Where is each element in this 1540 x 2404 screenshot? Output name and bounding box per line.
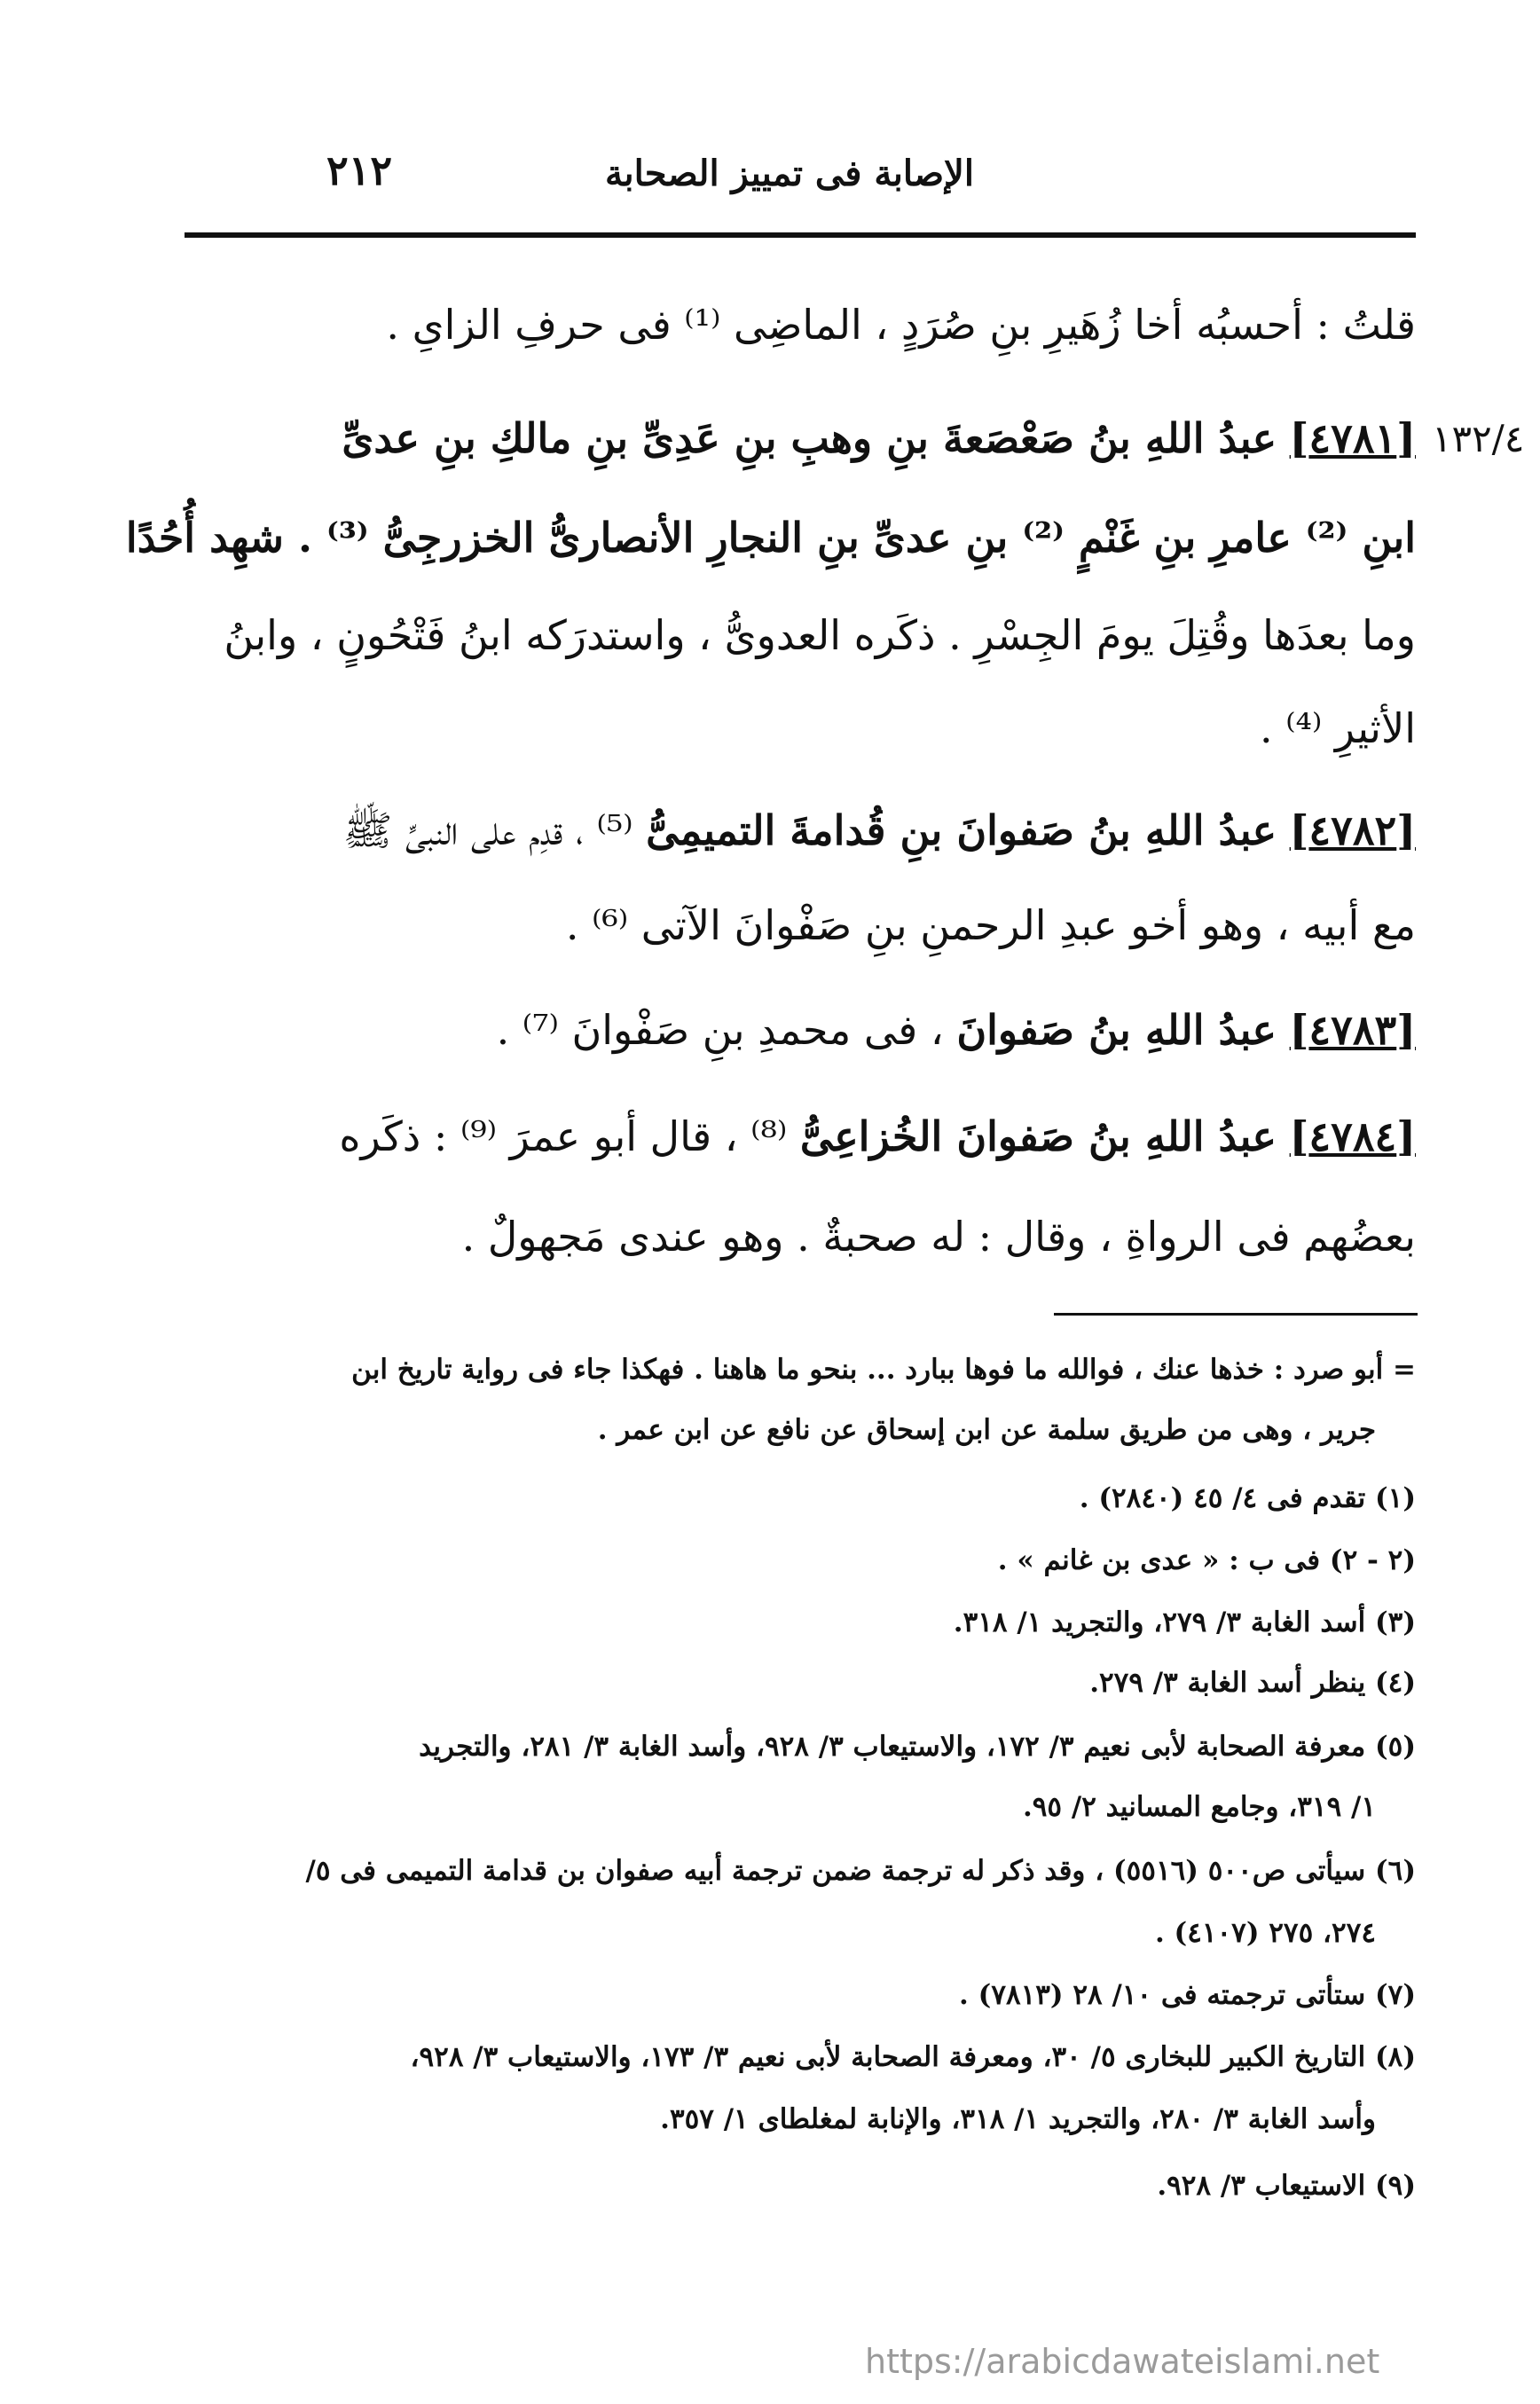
entry-name: عبدُ اللهِ بنُ صَعْصَعةَ بنِ وهبِ بنِ عَدِىِّ بنِ مالكِ بنِ عدىِّ xyxy=(342,414,1277,462)
entry-4782-line-2: مع أبيه ، وهو أخو عبدِ الرحمنِ بنِ صَفْوانَ الآتى ⁽⁶⁾ . xyxy=(565,901,1416,949)
watermark-url: https://arabicdawateislami.net xyxy=(865,2342,1380,2381)
entry-number: [٤٧٨٤] xyxy=(1289,1112,1416,1160)
footnote-line: (٥) معرفة الصحابة لأبى نعيم ٣/ ١٧٢، والاستيعاب ٣/ ٩٢٨، وأسد الغابة ٣/ ٢٨١، والتجريد xyxy=(419,1731,1416,1763)
footnote-rule xyxy=(1054,1313,1418,1316)
entry-4782-heading xyxy=(125,803,1416,858)
footnote-line: (٤) ينظر أسد الغابة ٣/ ٢٧٩. xyxy=(1089,1667,1416,1699)
entry-4781-line-4: الأثيرِ ⁽⁴⁾ . xyxy=(1260,704,1416,752)
footnote-line: = أبو صرد : خذها عنك ، فوالله ما فوها ببارد ... بنحو ما هاهنا . فهكذا جاء فى رواية تاريخ ابن xyxy=(351,1354,1416,1386)
margin-reference: ١٣٢/٤ xyxy=(1432,417,1525,460)
footnote-line: (٢ - ٢) فى ب : « عدى بن غانم » . xyxy=(997,1544,1416,1576)
entry-4784-line-2: بعضُهم فى الرواةِ ، وقال : له صحبةٌ . وهو عندى مَجهولٌ . xyxy=(461,1213,1416,1261)
entry-name: عبدُ اللهِ بنُ صَفوانَ الخُزاعِىُّ xyxy=(799,1112,1277,1160)
running-title: الإصابة فى تمييز الصحابة xyxy=(605,153,974,194)
entry-text: ⁽⁸⁾ ، قال أبو عمرَ ⁽⁹⁾ : ذكَره xyxy=(339,1112,788,1160)
entry-text: ⁽⁵⁾ ، قدِم على النبىِّ ﷺ xyxy=(342,806,633,854)
footnote-line: جرير ، وهى من طريق سلمة عن ابن إسحاق عن نافع عن ابن عمر . xyxy=(597,1414,1376,1446)
entry-text: ابنِ ⁽²⁾ عامرِ بنِ غَنْمٍ ⁽²⁾ بنِ عدىِّ بنِ النجارِ الأنصارىُّ الخزرجِىُّ ⁽³⁾ . شهِد أُحُدًا xyxy=(125,514,1416,562)
entry-text: ، فى محمدِ بنِ صَفْوانَ ⁽⁷⁾ . xyxy=(496,1006,944,1054)
entry-4783-heading xyxy=(125,1002,1416,1057)
footnote-line: (٣) أسد الغابة ٣/ ٢٧٩، والتجريد ١/ ٣١٨. xyxy=(953,1607,1416,1638)
footnote-line: (٦) سيأتى ص٥٠٠ (٥٥١٦) ، وقد ذكر له ترجمة ضمن ترجمة أبيه صفوان بن قدامة التميمى فى ٥/ xyxy=(305,1855,1416,1887)
footnote-line: وأسد الغابة ٣/ ٢٨٠، والتجريد ١/ ٣١٨، والإنابة لمغلطاى ١/ ٣٥٧. xyxy=(660,2103,1376,2135)
footnote-line: (٨) التاريخ الكبير للبخارى ٥/ ٣٠، ومعرفة الصحابة لأبى نعيم ٣/ ١٧٣، والاستيعاب ٣/ ٩٢٨، xyxy=(410,2041,1416,2073)
entry-number: [٤٧٨٢] xyxy=(1289,806,1416,854)
page-number: ٢١٢ xyxy=(326,146,393,194)
intro-line: قلتُ : أحسبُه أخا زُهَيرِ بنِ صُرَدٍ ، الماضِى ⁽¹⁾ فى حرفِ الزاىِ . xyxy=(386,301,1416,349)
footnote-line: (١) تقدم فى ٤/ ٤٥ (٢٨٤٠) . xyxy=(1079,1482,1416,1514)
entry-4781-line-3: وما بعدَها وقُتِلَ يومَ الجِسْرِ . ذكَره العدوىُّ ، واستدرَكه ابنُ فَتْحُونٍ ، وابنُ xyxy=(224,611,1416,659)
entry-name: عبدُ اللهِ بنُ صَفوانَ xyxy=(956,1006,1277,1054)
footnote-line: ٢٧٤، ٢٧٥ (٤١٠٧) . xyxy=(1154,1917,1376,1949)
header-rule xyxy=(185,232,1416,238)
footnote-line: (٧) ستأتى ترجمته فى ١٠/ ٢٨ (٧٨١٣) . xyxy=(959,1979,1416,2011)
footnote-line: (٩) الاستيعاب ٣/ ٩٢٨. xyxy=(1157,2170,1416,2202)
footnote-line: ١/ ٣١٩، وجامع المسانيد ٢/ ٩٥. xyxy=(1022,1791,1376,1823)
entry-4781-heading xyxy=(125,411,1416,466)
entry-name: عبدُ اللهِ بنُ صَفوانَ بنِ قُدامةَ التميمِىُّ xyxy=(646,806,1277,854)
entry-4784-heading xyxy=(125,1109,1416,1164)
entry-number: [٤٧٨١] xyxy=(1289,414,1416,462)
entry-4781-line-2 xyxy=(125,510,1416,565)
entry-number: [٤٧٨٣] xyxy=(1289,1006,1416,1054)
